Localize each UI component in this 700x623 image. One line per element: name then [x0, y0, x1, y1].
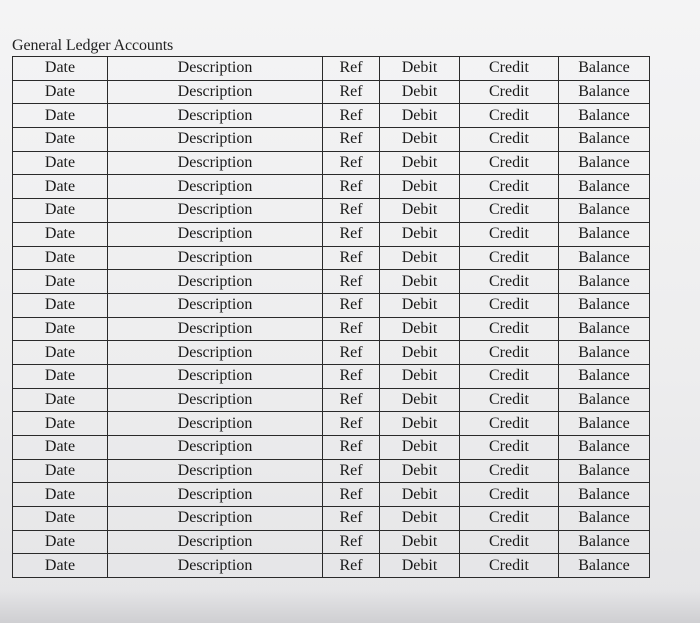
ledger-table	[12, 56, 650, 578]
debit-cell: Debit	[380, 57, 460, 81]
date-cell: Date	[13, 128, 108, 152]
credit-cell: Credit	[460, 388, 559, 412]
table-row	[13, 199, 650, 223]
table-row	[13, 507, 650, 531]
date-cell: Date	[13, 554, 108, 578]
balance-cell: Balance	[559, 270, 650, 294]
description-cell: Description	[108, 175, 323, 199]
date-cell: Date	[13, 507, 108, 531]
table-row	[13, 317, 650, 341]
date-cell: Date	[13, 459, 108, 483]
date-cell: Date	[13, 270, 108, 294]
table-row	[13, 270, 650, 294]
date-cell: Date	[13, 151, 108, 175]
description-cell: Description	[108, 104, 323, 128]
date-cell: Date	[13, 436, 108, 460]
description-cell: Description	[108, 128, 323, 152]
credit-cell: Credit	[460, 246, 559, 270]
date-cell: Date	[13, 483, 108, 507]
balance-cell: Balance	[559, 554, 650, 578]
description-cell: Description	[108, 483, 323, 507]
debit-cell: Debit	[380, 412, 460, 436]
credit-cell: Credit	[460, 483, 559, 507]
credit-cell: Credit	[460, 151, 559, 175]
description-cell: Description	[108, 293, 323, 317]
debit-cell: Debit	[380, 128, 460, 152]
balance-cell: Balance	[559, 364, 650, 388]
ref-cell: Ref	[323, 57, 380, 81]
debit-cell: Debit	[380, 341, 460, 365]
debit-cell: Debit	[380, 436, 460, 460]
ref-cell: Ref	[323, 104, 380, 128]
ledger-body	[13, 57, 650, 578]
balance-cell: Balance	[559, 412, 650, 436]
debit-cell: Debit	[380, 554, 460, 578]
description-cell: Description	[108, 388, 323, 412]
credit-cell: Credit	[460, 436, 559, 460]
date-cell: Date	[13, 317, 108, 341]
table-row	[13, 554, 650, 578]
debit-cell: Debit	[380, 388, 460, 412]
description-cell: Description	[108, 80, 323, 104]
ref-cell: Ref	[323, 507, 380, 531]
credit-cell: Credit	[460, 270, 559, 294]
debit-cell: Debit	[380, 270, 460, 294]
page-shadow	[0, 590, 700, 623]
debit-cell: Debit	[380, 175, 460, 199]
credit-cell: Credit	[460, 554, 559, 578]
date-cell: Date	[13, 293, 108, 317]
credit-cell: Credit	[460, 459, 559, 483]
ref-cell: Ref	[323, 246, 380, 270]
date-cell: Date	[13, 364, 108, 388]
debit-cell: Debit	[380, 507, 460, 531]
debit-cell: Debit	[380, 104, 460, 128]
balance-cell: Balance	[559, 530, 650, 554]
balance-cell: Balance	[559, 222, 650, 246]
ref-cell: Ref	[323, 317, 380, 341]
balance-cell: Balance	[559, 151, 650, 175]
description-cell: Description	[108, 151, 323, 175]
description-cell: Description	[108, 554, 323, 578]
description-cell: Description	[108, 436, 323, 460]
date-cell: Date	[13, 57, 108, 81]
table-row	[13, 483, 650, 507]
table-row	[13, 175, 650, 199]
table-row	[13, 128, 650, 152]
balance-cell: Balance	[559, 175, 650, 199]
debit-cell: Debit	[380, 317, 460, 341]
balance-cell: Balance	[559, 483, 650, 507]
credit-cell: Credit	[460, 364, 559, 388]
table-row	[13, 246, 650, 270]
table-row	[13, 293, 650, 317]
date-cell: Date	[13, 80, 108, 104]
description-cell: Description	[108, 222, 323, 246]
date-cell: Date	[13, 246, 108, 270]
ref-cell: Ref	[323, 459, 380, 483]
balance-cell: Balance	[559, 436, 650, 460]
description-cell: Description	[108, 507, 323, 531]
credit-cell: Credit	[460, 341, 559, 365]
date-cell: Date	[13, 104, 108, 128]
debit-cell: Debit	[380, 293, 460, 317]
table-row	[13, 388, 650, 412]
date-cell: Date	[13, 530, 108, 554]
credit-cell: Credit	[460, 128, 559, 152]
debit-cell: Debit	[380, 459, 460, 483]
table-row	[13, 530, 650, 554]
ref-cell: Ref	[323, 412, 380, 436]
ref-cell: Ref	[323, 175, 380, 199]
balance-cell: Balance	[559, 293, 650, 317]
ref-cell: Ref	[323, 364, 380, 388]
table-row	[13, 222, 650, 246]
ref-cell: Ref	[323, 128, 380, 152]
ref-cell: Ref	[323, 293, 380, 317]
description-cell: Description	[108, 341, 323, 365]
date-cell: Date	[13, 388, 108, 412]
table-row	[13, 436, 650, 460]
ref-cell: Ref	[323, 341, 380, 365]
credit-cell: Credit	[460, 80, 559, 104]
debit-cell: Debit	[380, 246, 460, 270]
ref-cell: Ref	[323, 530, 380, 554]
debit-cell: Debit	[380, 151, 460, 175]
table-row	[13, 104, 650, 128]
debit-cell: Debit	[380, 222, 460, 246]
description-cell: Description	[108, 246, 323, 270]
date-cell: Date	[13, 199, 108, 223]
balance-cell: Balance	[559, 507, 650, 531]
debit-cell: Debit	[380, 364, 460, 388]
balance-cell: Balance	[559, 199, 650, 223]
balance-cell: Balance	[559, 459, 650, 483]
table-row	[13, 151, 650, 175]
ref-cell: Ref	[323, 199, 380, 223]
table-row	[13, 341, 650, 365]
document-title: General Ledger Accounts	[12, 37, 174, 54]
ref-cell: Ref	[323, 151, 380, 175]
ref-cell: Ref	[323, 436, 380, 460]
credit-cell: Credit	[460, 57, 559, 81]
debit-cell: Debit	[380, 199, 460, 223]
date-cell: Date	[13, 341, 108, 365]
ref-cell: Ref	[323, 222, 380, 246]
description-cell: Description	[108, 459, 323, 483]
balance-cell: Balance	[559, 57, 650, 81]
debit-cell: Debit	[380, 80, 460, 104]
credit-cell: Credit	[460, 317, 559, 341]
credit-cell: Credit	[460, 507, 559, 531]
ref-cell: Ref	[323, 554, 380, 578]
ref-cell: Ref	[323, 388, 380, 412]
date-cell: Date	[13, 222, 108, 246]
balance-cell: Balance	[559, 388, 650, 412]
description-cell: Description	[108, 270, 323, 294]
date-cell: Date	[13, 412, 108, 436]
debit-cell: Debit	[380, 483, 460, 507]
balance-cell: Balance	[559, 80, 650, 104]
ref-cell: Ref	[323, 270, 380, 294]
balance-cell: Balance	[559, 317, 650, 341]
table-row	[13, 364, 650, 388]
balance-cell: Balance	[559, 246, 650, 270]
credit-cell: Credit	[460, 104, 559, 128]
table-row	[13, 412, 650, 436]
credit-cell: Credit	[460, 222, 559, 246]
credit-cell: Credit	[460, 530, 559, 554]
description-cell: Description	[108, 57, 323, 81]
description-cell: Description	[108, 364, 323, 388]
credit-cell: Credit	[460, 293, 559, 317]
debit-cell: Debit	[380, 530, 460, 554]
credit-cell: Credit	[460, 175, 559, 199]
credit-cell: Credit	[460, 199, 559, 223]
table-row	[13, 80, 650, 104]
balance-cell: Balance	[559, 104, 650, 128]
ref-cell: Ref	[323, 483, 380, 507]
description-cell: Description	[108, 317, 323, 341]
description-cell: Description	[108, 412, 323, 436]
description-cell: Description	[108, 199, 323, 223]
date-cell: Date	[13, 175, 108, 199]
ref-cell: Ref	[323, 80, 380, 104]
balance-cell: Balance	[559, 128, 650, 152]
description-cell: Description	[108, 530, 323, 554]
balance-cell: Balance	[559, 341, 650, 365]
table-row	[13, 57, 650, 81]
credit-cell: Credit	[460, 412, 559, 436]
table-row	[13, 459, 650, 483]
